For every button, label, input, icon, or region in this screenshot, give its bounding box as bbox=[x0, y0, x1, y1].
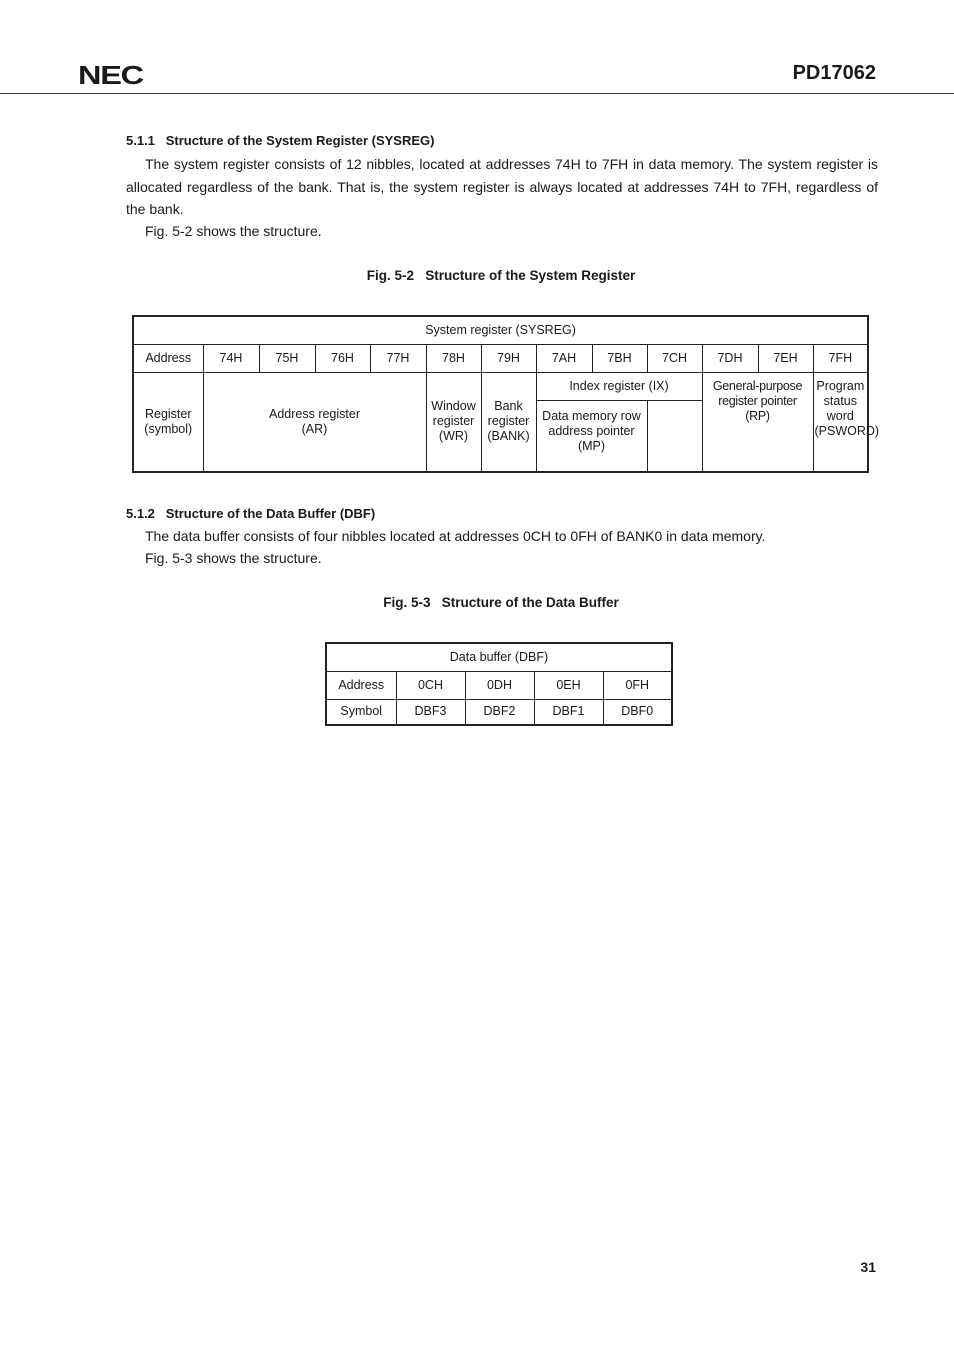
symbol-cell: DBF0 bbox=[603, 699, 672, 725]
dbf-address-row bbox=[326, 671, 672, 699]
address-cell: 7FH bbox=[813, 344, 868, 372]
window-register-cell: Window register (WR) bbox=[426, 372, 481, 472]
address-cell: 79H bbox=[481, 344, 536, 372]
symbol-label: Symbol bbox=[326, 699, 396, 725]
address-cell: 0FH bbox=[603, 671, 672, 699]
general-purpose-register-pointer-cell: General-purpose register pointer (RP) bbox=[702, 372, 813, 472]
symbol-cell: DBF1 bbox=[534, 699, 603, 725]
symbol-cell: DBF3 bbox=[396, 699, 465, 725]
index-register-cell: Index register (IX) bbox=[536, 372, 702, 400]
dbf-paragraph: The data buffer consists of four nibbles located at addresses 0CH to 0FH of BANK0 in data memory. bbox=[145, 528, 766, 544]
header-rule bbox=[0, 93, 954, 94]
ix-empty-cell bbox=[647, 400, 702, 472]
address-cell: 7CH bbox=[647, 344, 702, 372]
page-number: 31 bbox=[860, 1259, 876, 1275]
section-heading-dbf: 5.1.2 Structure of the Data Buffer (DBF) bbox=[126, 506, 376, 521]
address-label: Address bbox=[133, 344, 203, 372]
address-cell: 0DH bbox=[465, 671, 534, 699]
section-heading-sysreg: 5.1.1 Structure of the System Register (SYSREG) bbox=[126, 133, 435, 148]
address-cell: 75H bbox=[259, 344, 315, 372]
figure-caption-5-3: Fig. 5-3 Structure of the Data Buffer bbox=[383, 595, 619, 610]
dbf-table bbox=[325, 642, 673, 726]
address-cell: 7DH bbox=[702, 344, 758, 372]
symbol-cell: DBF2 bbox=[465, 699, 534, 725]
sysreg-paragraph: The system register consists of 12 nibbles, located at addresses 74H to 7FH in data memory. The system register is allocated regardless of the bank. That is, the system register is always located at addresses 74H to 7FH, regardless of the bank. bbox=[126, 156, 878, 217]
address-cell: 7EH bbox=[758, 344, 813, 372]
register-label: Register (symbol) bbox=[133, 372, 203, 472]
dbf-title: Data buffer (DBF) bbox=[326, 643, 672, 671]
address-cell: 0CH bbox=[396, 671, 465, 699]
dbf-fig-reference: Fig. 5-3 shows the structure. bbox=[145, 550, 322, 566]
address-cell: 78H bbox=[426, 344, 481, 372]
dbf-symbol-row bbox=[326, 699, 672, 725]
address-label: Address bbox=[326, 671, 396, 699]
address-cell: 76H bbox=[315, 344, 370, 372]
sysreg-title: System register (SYSREG) bbox=[133, 316, 868, 344]
address-cell: 0EH bbox=[534, 671, 603, 699]
address-cell: 74H bbox=[203, 344, 259, 372]
sysreg-address-row bbox=[133, 344, 868, 372]
address-cell: 77H bbox=[370, 344, 426, 372]
address-register-cell: Address register (AR) bbox=[203, 372, 426, 472]
bank-register-cell: Bank register (BANK) bbox=[481, 372, 536, 472]
address-cell: 7AH bbox=[536, 344, 592, 372]
program-status-word-cell: Program status word (PSWORD) bbox=[813, 372, 868, 472]
document-id: PD17062 bbox=[792, 62, 876, 84]
sysreg-table bbox=[132, 315, 880, 473]
figure-caption-5-2: Fig. 5-2 Structure of the System Register bbox=[366, 268, 636, 283]
data-memory-row-address-pointer-cell: Data memory row address pointer (MP) bbox=[536, 400, 647, 472]
address-cell: 7BH bbox=[592, 344, 647, 372]
sysreg-fig-reference: Fig. 5-2 shows the structure. bbox=[145, 223, 322, 239]
nec-logo: NEC bbox=[78, 60, 143, 90]
